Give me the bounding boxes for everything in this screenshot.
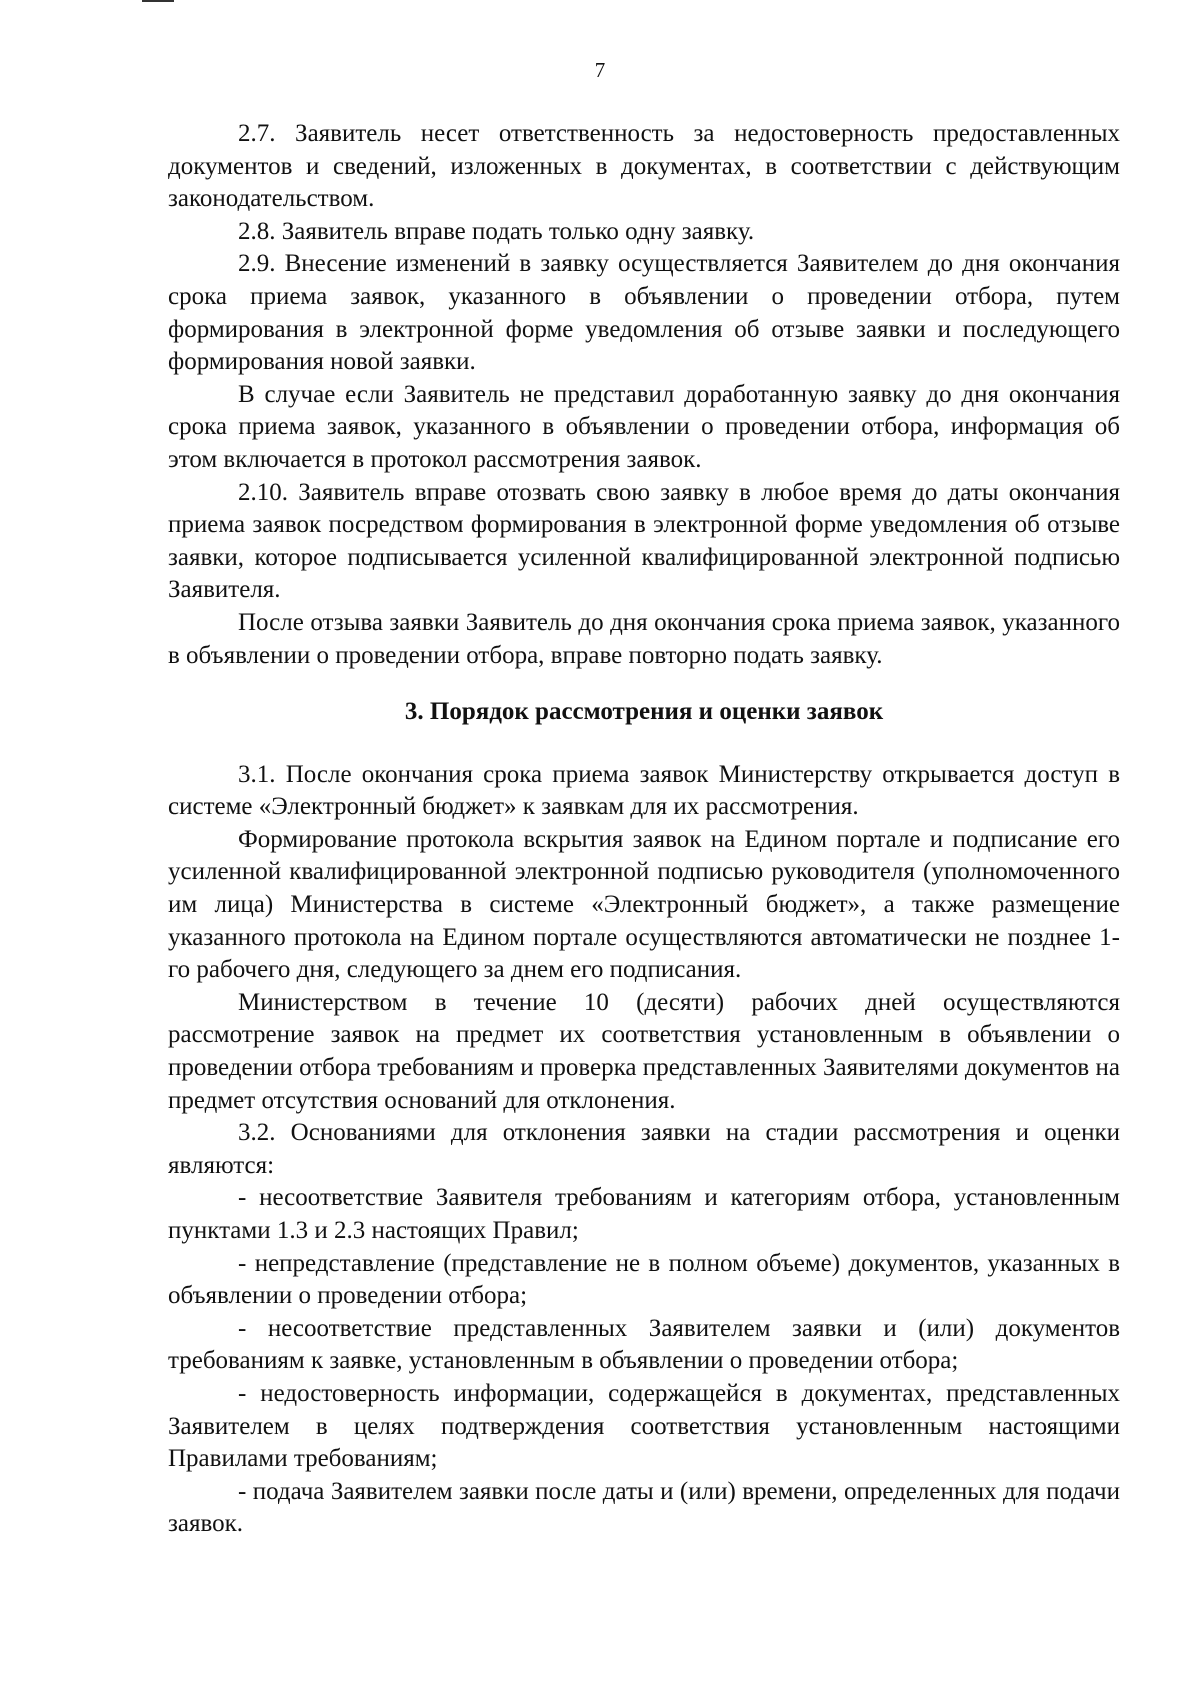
paragraph-2-8: 2.8. Заявитель вправе подать только одну заявку. bbox=[238, 217, 755, 245]
scan-artifact-line bbox=[142, 0, 174, 2]
list-item-documents-missing: - непредставление (представление не в полном объеме) документов, указанных в объявлении о проведении отбора; bbox=[168, 1249, 1120, 1310]
paragraph-2-7: 2.7. Заявитель несет ответственность за недостоверность предоставленных документов и сведений, изложенных в документах, в соответствии с действующим законодательством. bbox=[168, 120, 1120, 213]
paragraph-2-9: 2.9. Внесение изменений в заявку осуществляется Заявителем до дня окончания срока приема заявок, указанного в объявлении о проведении отбора, путем формирования в электронной форме уведомления об отзыве заявки и последующего формирования новой заявки. bbox=[168, 250, 1120, 376]
list-item-requirements-mismatch: - несоответствие Заявителя требованиям и категориям отбора, установленным пунктами 1.3 и 2.3 настоящих Правил; bbox=[168, 1184, 1120, 1244]
paragraph-3-1-protocol: Формирование протокола вскрытия заявок на Едином портале и подписание его усиленной квалифицированной электронной подписью руководителя (уполномоченного им лица) Министерства в системе «Электронный бюджет», а также размещение указанного протокола на Едином портале осуществляются автоматически не позднее 1-го рабочего дня, следующего за днем его подписания. bbox=[168, 825, 1120, 984]
paragraph-3-1: 3.1. После окончания срока приема заявок Министерству открывается доступ в системе «Электронный бюджет» к заявкам для их рассмотрения. bbox=[168, 760, 1120, 821]
list-item-late-submission: - подача Заявителем заявки после даты и (или) времени, определенных для подачи заявок. bbox=[168, 1477, 1120, 1538]
paragraph-3-2: 3.2. Основаниями для отклонения заявки на стадии рассмотрения и оценки являются: bbox=[168, 1119, 1120, 1179]
list-item-information-unreliable: - недостоверность информации, содержащейся в документах, представленных Заявителем в целях подтверждения соответствия установленным настоящими Правилами требованиям; bbox=[168, 1379, 1120, 1473]
paragraph-2-10: 2.10. Заявитель вправе отозвать свою заявку в любое время до даты окончания приема заявок посредством формирования в электронной форме уведомления об отзыве заявки, которое подписывается усиленной квалифицированной электронной подписью Заявителя. bbox=[168, 478, 1120, 604]
list-item-application-mismatch: - несоответствие представленных Заявителем заявки и (или) документов требованиям к заявке, установленным в объявлении о проведении отбора; bbox=[168, 1314, 1120, 1375]
paragraph-3-1-review: Министерством в течение 10 (десяти) рабочих дней осуществляются рассмотрение заявок на предмет их соответствия установленным в объявлении о проведении отбора требованиям и проверка представленных Заявителями документов на предмет отсутствия оснований для отклонения. bbox=[168, 988, 1120, 1114]
paragraph-2-9-continued: В случае если Заявитель не представил доработанную заявку до дня окончания срока приема заявок, указанного в объявлении о проведении отбора, информация об этом включается в протокол рассмотрения заявок. bbox=[168, 380, 1120, 473]
page-body bbox=[168, 118, 1120, 1541]
section-3-heading: 3. Порядок рассмотрения и оценки заявок bbox=[404, 698, 884, 726]
page-number: 7 bbox=[594, 58, 606, 82]
paragraph-2-10-continued: После отзыва заявки Заявитель до дня окончания срока приема заявок, указанного в объявлении о проведении отбора, вправе повторно подать заявку. bbox=[168, 608, 1120, 669]
